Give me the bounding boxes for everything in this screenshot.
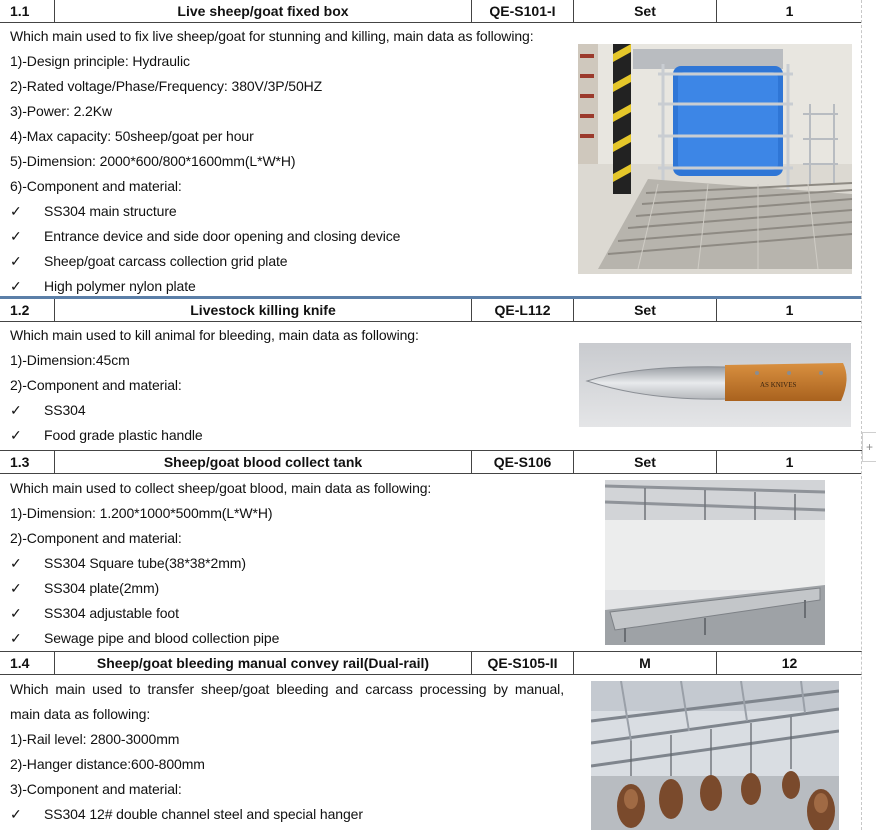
check-item-label: SS304	[44, 402, 86, 418]
item-description	[10, 476, 431, 651]
desc-line: 3)-Component and material:	[10, 781, 182, 797]
item-qty: 1	[785, 454, 794, 470]
item-header-row	[0, 651, 862, 675]
check-item-label: Food grade plastic handle	[44, 427, 203, 443]
check-item	[10, 199, 534, 224]
check-item-label: SS304 main structure	[44, 203, 177, 219]
desc-line: 1)-Design principle: Hydraulic	[10, 53, 190, 69]
check-item	[10, 601, 431, 626]
item-unit: M	[574, 652, 717, 675]
check-item-label: SS304 adjustable foot	[44, 605, 179, 621]
check-item	[10, 423, 419, 448]
item-1-1	[0, 0, 862, 296]
checkmark-icon: ✓	[10, 278, 22, 294]
checkmark-icon: ✓	[10, 228, 22, 244]
desc-line: main data as following:	[10, 706, 151, 722]
check-item-label: SS304 plate(2mm)	[44, 580, 160, 596]
item-model: QE-S106	[472, 451, 574, 474]
checkmark-icon: ✓	[10, 806, 22, 822]
desc-line: 3)-Power: 2.2Kw	[10, 103, 112, 119]
item-unit: Set	[574, 0, 717, 23]
item-name: Sheep/goat bleeding manual convey rail(Dual-rail)	[55, 652, 472, 675]
killing-knife-photo	[579, 343, 851, 427]
checkmark-icon: ✓	[10, 253, 22, 269]
item-number: 1.2	[0, 299, 55, 322]
checkmark-icon: ✓	[10, 427, 22, 443]
item-qty: 12	[781, 655, 798, 671]
item-model: QE-L112	[472, 299, 574, 322]
check-item	[10, 398, 419, 423]
convey-rail-photo	[591, 681, 839, 830]
desc-line: Which main used to fix live sheep/goat for stunning and killing, main data as following:	[10, 28, 534, 44]
item-description	[10, 24, 534, 299]
item-name: Live sheep/goat fixed box	[55, 0, 472, 23]
item-number: 1.1	[0, 0, 55, 23]
blood-tank-photo	[605, 480, 825, 645]
desc-line: Which main used to collect sheep/goat blood, main data as following:	[10, 480, 432, 496]
knife-brand-label: AS KNIVES	[760, 381, 797, 389]
check-item-label: Sewage pipe and blood collection pipe	[44, 630, 280, 646]
item-qty: 1	[785, 302, 794, 318]
desc-line: 4)-Max capacity: 50sheep/goat per hour	[10, 128, 254, 144]
desc-line: 1)-Rail level: 2800-3000mm	[10, 731, 180, 747]
check-item	[10, 802, 564, 827]
check-item-label: Entrance device and side door opening and closing device	[44, 228, 401, 244]
desc-line: 1)-Dimension: 1.200*1000*500mm(L*W*H)	[10, 505, 273, 521]
item-description	[10, 677, 564, 827]
item-1-2	[0, 299, 862, 450]
checkmark-icon: ✓	[10, 555, 22, 571]
desc-line: 2)-Component and material:	[10, 377, 182, 393]
item-1-4	[0, 651, 862, 830]
desc-line: 2)-Hanger distance:600-800mm	[10, 756, 205, 772]
checkmark-icon: ✓	[10, 402, 22, 418]
check-item-label: SS304 Square tube(38*38*2mm)	[44, 555, 246, 571]
check-item-label: Sheep/goat carcass collection grid plate	[44, 253, 288, 269]
check-item	[10, 551, 431, 576]
item-unit: Set	[574, 299, 717, 322]
checkmark-icon: ✓	[10, 580, 22, 596]
item-number: 1.3	[0, 451, 55, 474]
item-model: QE-S101-I	[472, 0, 574, 23]
checkmark-icon: ✓	[10, 630, 22, 646]
desc-line: 2)-Rated voltage/Phase/Frequency: 380V/3P/50HZ	[10, 78, 323, 94]
add-column-button[interactable]: +	[862, 432, 876, 462]
check-item	[10, 224, 534, 249]
check-item	[10, 249, 534, 274]
sheet-gridline	[861, 0, 862, 830]
check-item	[10, 576, 431, 601]
fixed-box-photo	[578, 44, 852, 274]
check-item-label: High polymer nylon plate	[44, 278, 196, 294]
desc-line: 5)-Dimension: 2000*600/800*1600mm(L*W*H)	[10, 153, 296, 169]
item-name: Livestock killing knife	[55, 299, 472, 322]
item-qty: 1	[785, 3, 794, 19]
item-header-row	[0, 450, 862, 474]
item-unit: Set	[574, 451, 717, 474]
check-item-label: SS304 12# double channel steel and special hanger	[44, 806, 363, 822]
desc-line: Which main used to transfer sheep/goat bleeding and carcass processing by manual,	[10, 681, 564, 697]
item-header-row	[0, 299, 862, 322]
check-item	[10, 626, 431, 651]
desc-line: Which main used to kill animal for bleeding, main data as following:	[10, 327, 419, 343]
item-model: QE-S105-II	[472, 652, 574, 675]
item-header-row	[0, 0, 862, 23]
desc-line: 1)-Dimension:45cm	[10, 352, 130, 368]
item-1-3	[0, 450, 862, 650]
desc-line: 6)-Component and material:	[10, 178, 182, 194]
checkmark-icon: ✓	[10, 605, 22, 621]
item-description	[10, 323, 419, 448]
checkmark-icon: ✓	[10, 203, 22, 219]
desc-line: 2)-Component and material:	[10, 530, 182, 546]
item-name: Sheep/goat blood collect tank	[55, 451, 472, 474]
item-number: 1.4	[0, 652, 55, 675]
